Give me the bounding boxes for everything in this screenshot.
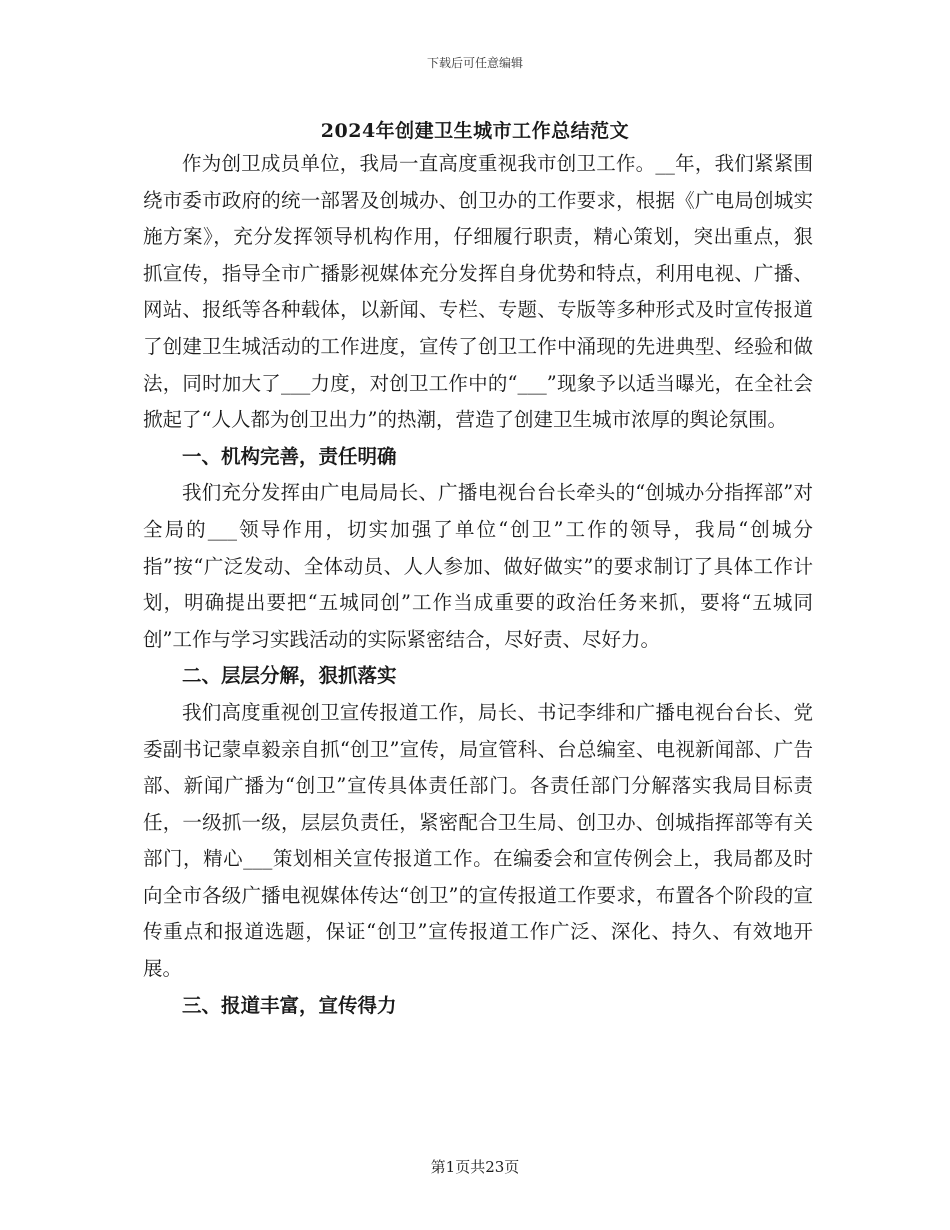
section-heading-2: 二、层层分解，狠抓落实: [182, 664, 397, 688]
document-title: 2024年创建卫生城市工作总结范文: [320, 120, 630, 142]
section-heading-1: 一、机构完善，责任明确: [182, 444, 397, 468]
paragraph-intro: 作为创卫成员单位，我局一直高度重视我市创卫工作。__年，我们紧紧围绕市委市政府的统一部署及创城办、创卫办的工作要求，根据《广电局创城实施方案》，充分发挥领导机构作用，仔细履行职责，精心策划，突出重点，狠抓宣传，指导全市广播影视媒体充分发挥自身优势和特点，利用电视、广播、网站、报纸等各种载体，以新闻、专栏、专题、专版等多种形式及时宣传报道了创建卫生城活动的工作进度，宣传了创卫工作中涌现的先进典型、经验和做法，同时加大了___力度，对创卫工作中的“___”现象予以适当曝光，在全社会掀起了“人人都为创卫出力”的热潮，营造了创建卫生城市浓厚的舆论氛围。: [143, 152, 813, 432]
page-header: 下载后可任意编辑: [426, 56, 523, 70]
section-heading-3: 三、报道丰富，宣传得力: [182, 993, 397, 1017]
document-body: [143, 146, 813, 1024]
page-footer: 第1页共23页: [430, 1158, 520, 1176]
paragraph-section-2: 我们高度重视创卫宣传报道工作，局长、书记李绯和广播电视台台长、党委副书记蒙卓毅亲自抓“创卫”宣传，局宣管科、台总编室、电视新闻部、广告部、新闻广播为“创卫”宣传具体责任部门。各责任部门分解落实我局目标责任，一级抓一级，层层负责任，紧密配合卫生局、创卫办、创城指挥部等有关部门，精心___策划相关宣传报道工作。在编委会和宣传例会上，我局都及时向全市各级广播电视媒体传达“创卫”的宣传报道工作要求，布置各个阶段的宣传重点和报道选题，保证“创卫”宣传报道工作广泛、深化、持久、有效地开展。: [143, 700, 813, 981]
paragraph-section-1: 我们充分发挥由广电局局长、广播电视台台长牵头的“创城办分指挥部”对全局的___领导作用，切实加强了单位“创卫”工作的领导，我局“创城分指”按“广泛发动、全体动员、人人参加、做好做实”的要求制订了具体工作计划，明确提出要把“五城同创”工作当成重要的政治任务来抓，要将“五城同创”工作与学习实践活动的实际紧密结合，尽好责、尽好力。: [143, 481, 813, 651]
